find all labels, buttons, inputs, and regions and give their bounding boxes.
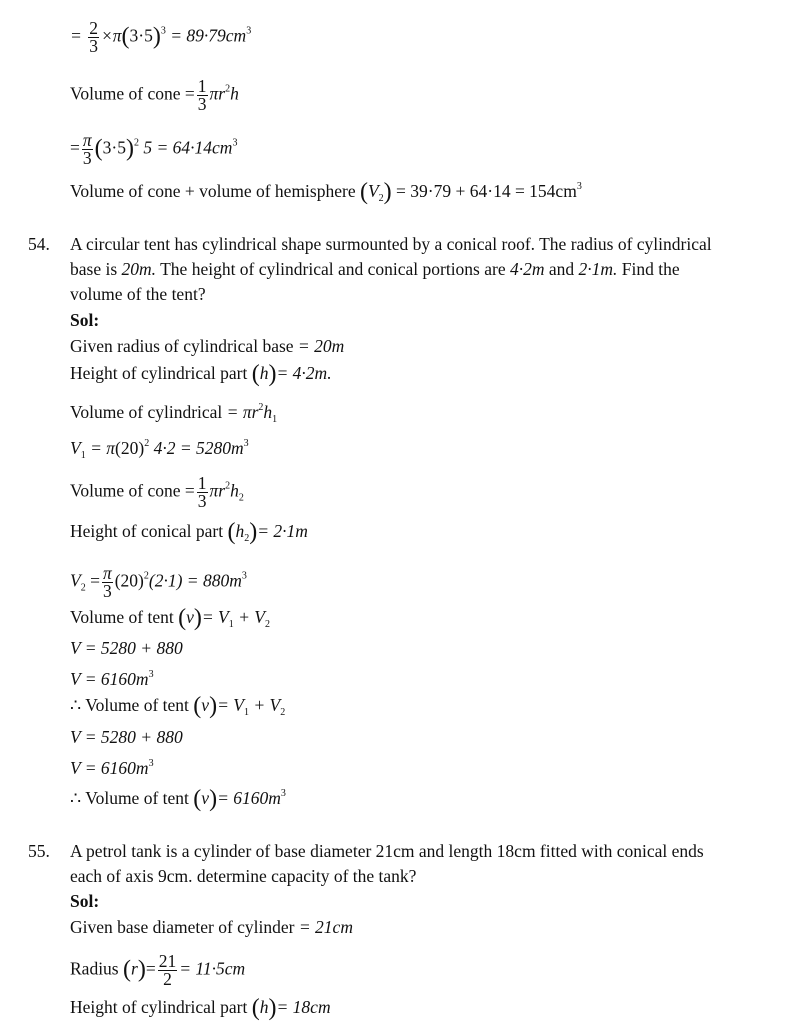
solution-label: Sol: — [70, 310, 100, 330]
question-text-line: base is 20m. The height of cylindrical and conical portions are 4·2m and 2·1m. Find the — [70, 259, 680, 279]
eq-sign: = — [70, 25, 82, 46]
question-text-line: A circular tent has cylindrical shape surmounted by a conical roof. The radius of cylindrical — [70, 234, 712, 254]
eq-given-diameter: Given base diameter of cylinder = 21cm — [70, 917, 353, 937]
eq-v2: $V_2$ = $\frac{\pi}{3}$ $(20)^2(2\cdot 1) = 880m^3$ — [70, 563, 247, 601]
eq-sum: V = 5280 + 880 — [70, 727, 183, 747]
fraction: $\frac{\pi}{3}$ — [102, 563, 112, 601]
eq-hemisphere-result: = $\frac{2}{3}$ $\times\pi(3\cdot 5)^3 = 89\cdot 79cm^3$ — [70, 18, 252, 56]
eq-cone-volume-formula: Volume of cone = $\frac{1}{3}$ $\pi r^2h_2$ — [70, 473, 244, 511]
eq-cone-result: = $\frac{\pi}{3}$ $(3\cdot 5)^2$ $5 = 64\cdot 14cm^3$ — [70, 130, 238, 168]
eq-cyl-volume-formula: Volume of cylindrical = $\pi r^2h_1$ — [70, 402, 278, 425]
fraction: $\frac{1}{3}$ — [197, 76, 207, 114]
eq-total-volume: Volume of cone + volume of hemisphere $(V_2) = 39\cdot 79 + 64\cdot 14 = 154cm^3$ — [70, 179, 582, 205]
eq-result: $V = 6160m^3$ — [70, 758, 154, 778]
question-text-line: each of axis 9cm. determine capacity of the tank? — [70, 866, 417, 886]
eq-radius: Radius (r)= $\frac{21}{2}$ = 11·5cm — [70, 951, 246, 989]
eq-tent-volume: Volume of tent $(v)= V_1 + V_2$ — [70, 605, 270, 631]
eq-cyl-height: Height of cylindrical part (h)= 4·2m. — [70, 361, 332, 387]
eq-conical-height: Height of conical part $(h_2)= 2\cdot 1m$ — [70, 519, 308, 545]
question-text-line: volume of the tent? — [70, 284, 206, 304]
eq-v1: $V_1 = \pi(20)^2$ $4\cdot 2 = 5280m^3$ — [70, 438, 249, 461]
solution-label: Sol: — [70, 891, 100, 911]
eq-given-radius: Given radius of cylindrical base = 20m — [70, 336, 345, 356]
question-text-line: A petrol tank is a cylinder of base diameter 21cm and length 18cm fitted with conical ends — [70, 841, 704, 861]
fraction: $\frac{21}{2}$ — [158, 951, 177, 989]
eq-result: $V = 6160m^3$ — [70, 669, 154, 689]
question-number: 54. — [28, 234, 50, 254]
eq-tent-volume-therefore: ∴ Volume of tent $(v)= V_1 + V_2$ — [70, 693, 286, 719]
eq-final-answer: ∴ Volume of tent $(v)= 6160m^3$ — [70, 786, 286, 812]
question-number: 55. — [28, 841, 50, 861]
fraction: $\frac{2}{3}$ — [89, 18, 98, 56]
eq-cone-formula: Volume of cone = $\frac{1}{3}$ $\pi r^2h$ — [70, 76, 239, 114]
fraction: $\frac{\pi}{3}$ — [82, 130, 92, 168]
fraction: $\frac{1}{3}$ — [197, 473, 207, 511]
eq-sum: V = 5280 + 880 — [70, 638, 183, 658]
eq-cyl-height: Height of cylindrical part (h)= 18cm — [70, 995, 331, 1021]
